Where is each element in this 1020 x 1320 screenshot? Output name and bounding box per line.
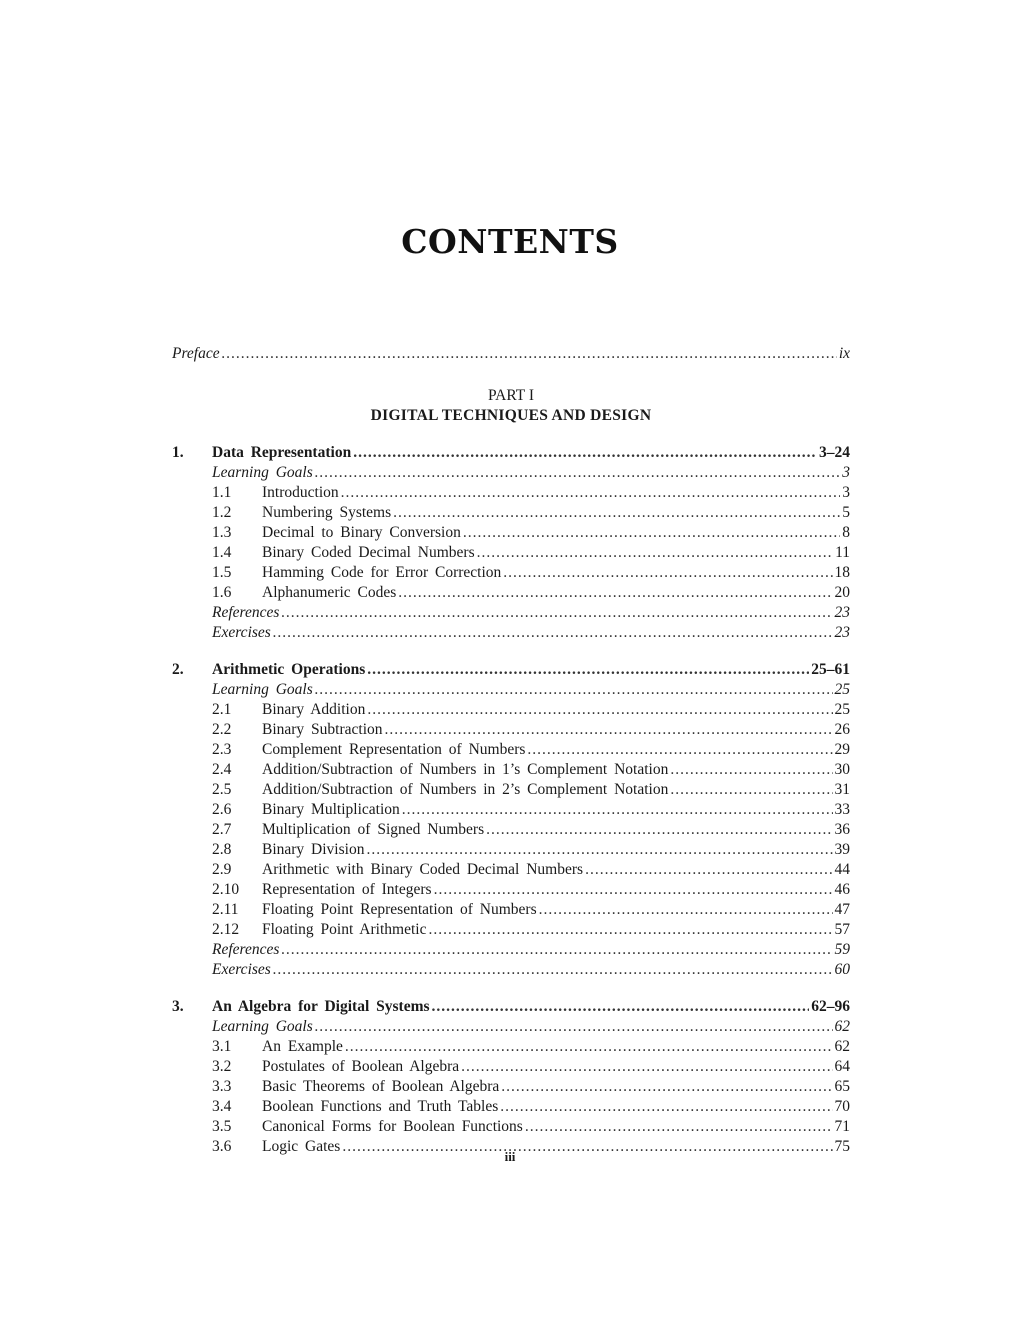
toc-entry[interactable] [212, 760, 850, 780]
section-page: 46 [834, 881, 850, 898]
dot-leader [402, 800, 833, 820]
dot-leader [500, 1097, 832, 1117]
section-number: 3.2 [212, 1058, 232, 1075]
chapter-pages: 3–24 [819, 444, 850, 461]
section-page: 64 [834, 1058, 850, 1075]
section-number: 1.5 [212, 564, 232, 581]
chapter-pages: 62–96 [811, 998, 850, 1015]
page-number: iii [504, 1149, 516, 1164]
section-title: Learning Goals [212, 464, 313, 481]
dot-leader [525, 1117, 833, 1137]
section-page: 3 [842, 464, 850, 481]
section-page: 62 [834, 1038, 850, 1055]
section-page: 57 [834, 921, 850, 938]
preface-entry[interactable] [172, 344, 850, 364]
dot-leader [315, 680, 833, 700]
preface-page: ix [838, 345, 850, 362]
dot-leader [670, 780, 832, 800]
section-page: 8 [842, 524, 850, 541]
section-title: Basic Theorems of Boolean Algebra [262, 1078, 500, 1095]
section-title: Binary Multiplication [262, 801, 400, 818]
section-title: Introduction [262, 484, 339, 501]
toc-entry[interactable] [212, 920, 850, 940]
dot-leader [461, 1057, 832, 1077]
toc-entry[interactable] [212, 940, 850, 960]
section-number: 1.1 [212, 484, 232, 501]
dot-leader [428, 920, 832, 940]
toc-entry[interactable] [212, 880, 850, 900]
toc-entry[interactable] [212, 503, 850, 523]
section-title: Binary Addition [262, 701, 366, 718]
section-number: 2.6 [212, 801, 232, 818]
dot-leader [367, 700, 832, 720]
dot-leader [501, 1077, 832, 1097]
dot-leader [503, 563, 832, 583]
section-number: 2.9 [212, 861, 232, 878]
toc-entry[interactable] [212, 740, 850, 760]
chapter-title: An Algebra for Digital Systems [212, 998, 430, 1015]
toc-entry[interactable] [212, 960, 850, 980]
dot-leader [281, 603, 832, 623]
section-number: 1.6 [212, 584, 232, 601]
section-page: 75 [834, 1138, 850, 1155]
toc-entry[interactable] [212, 1117, 850, 1137]
toc-entry[interactable] [212, 780, 850, 800]
section-title: Multiplication of Signed Numbers [262, 821, 485, 838]
dot-leader [315, 1017, 833, 1037]
section-title: Binary Subtraction [262, 721, 383, 738]
section-page: 26 [834, 721, 850, 738]
toc-entry[interactable] [212, 563, 850, 583]
table-of-contents [172, 344, 850, 1157]
section-list [172, 463, 850, 643]
dot-leader [670, 760, 832, 780]
toc-entry[interactable] [212, 900, 850, 920]
section-number: 1.4 [212, 544, 232, 561]
section-page: 70 [834, 1098, 850, 1115]
section-page: 39 [834, 841, 850, 858]
toc-entry[interactable] [212, 720, 850, 740]
section-title: Floating Point Representation of Numbers [262, 901, 537, 918]
dot-leader [385, 720, 833, 740]
section-title: References [212, 604, 280, 621]
part-title: DIGITAL TECHNIQUES AND DESIGN [370, 407, 652, 424]
dot-leader [367, 660, 809, 680]
section-page: 36 [834, 821, 850, 838]
dot-leader [486, 820, 832, 840]
chapter-number: 2. [172, 661, 184, 678]
section-title: Complement Representation of Numbers [262, 741, 526, 758]
toc-entry[interactable] [212, 800, 850, 820]
chapter-title: Data Representation [212, 444, 352, 461]
toc-entry[interactable] [212, 700, 850, 720]
section-title: Postulates of Boolean Algebra [262, 1058, 460, 1075]
dot-leader [345, 1037, 833, 1057]
section-page: 31 [834, 781, 850, 798]
section-page: 33 [834, 801, 850, 818]
toc-entry[interactable] [212, 463, 850, 483]
toc-entry[interactable] [212, 820, 850, 840]
dot-leader [432, 997, 810, 1017]
section-list [172, 1017, 850, 1157]
section-page: 3 [842, 484, 850, 501]
dot-leader [281, 940, 832, 960]
section-number: 2.7 [212, 821, 232, 838]
chapter-pages: 25–61 [811, 661, 850, 678]
section-page: 71 [834, 1118, 850, 1135]
section-number: 3.6 [212, 1138, 232, 1155]
toc-entry[interactable] [212, 860, 850, 880]
dot-leader [434, 880, 833, 900]
dot-leader [398, 583, 832, 603]
toc-entry[interactable] [212, 543, 850, 563]
section-number: 2.3 [212, 741, 232, 758]
section-page: 25 [834, 701, 850, 718]
section-number: 3.4 [212, 1098, 232, 1115]
section-page: 23 [834, 624, 850, 641]
section-title: Addition/Subtraction of Numbers in 1’s Complement Notation [262, 761, 669, 778]
section-page: 59 [834, 941, 850, 958]
section-number: 2.8 [212, 841, 232, 858]
toc-entry[interactable] [212, 1097, 850, 1117]
dot-leader [393, 503, 840, 523]
toc-entry[interactable] [212, 523, 850, 543]
section-title: Canonical Forms for Boolean Functions [262, 1118, 523, 1135]
toc-entry[interactable] [212, 840, 850, 860]
section-title: Floating Point Arithmetic [262, 921, 427, 938]
section-title: Learning Goals [212, 1018, 313, 1035]
section-number: 2.11 [212, 901, 239, 918]
section-number: 2.10 [212, 881, 240, 898]
section-title: Addition/Subtraction of Numbers in 2’s Complement Notation [262, 781, 669, 798]
section-number: 3.1 [212, 1038, 232, 1055]
section-page: 30 [834, 761, 850, 778]
chapter-heading[interactable] [172, 660, 850, 680]
part-heading [172, 386, 850, 426]
section-title: Binary Coded Decimal Numbers [262, 544, 475, 561]
toc-entry[interactable] [212, 1077, 850, 1097]
section-number: 1.3 [212, 524, 232, 541]
dot-leader [222, 344, 837, 364]
chapter-heading[interactable] [172, 997, 850, 1017]
section-number: 2.4 [212, 761, 232, 778]
preface-label: Preface [172, 345, 220, 362]
toc-entry[interactable] [212, 680, 850, 700]
section-number: 1.2 [212, 504, 232, 521]
chapter-3 [172, 997, 850, 1157]
chapter-title: Arithmetic Operations [212, 661, 366, 678]
chapter-heading[interactable] [172, 443, 850, 463]
section-title: Exercises [212, 624, 271, 641]
toc-entry[interactable] [212, 583, 850, 603]
section-number: 2.12 [212, 921, 240, 938]
page-title: CONTENTS [401, 222, 619, 261]
dot-leader [539, 900, 833, 920]
dot-leader [463, 523, 840, 543]
section-list [172, 680, 850, 980]
section-page: 47 [834, 901, 850, 918]
section-title: Boolean Functions and Truth Tables [262, 1098, 499, 1115]
section-number: 2.1 [212, 701, 232, 718]
toc-entry[interactable] [212, 1057, 850, 1077]
section-page: 62 [834, 1018, 850, 1035]
section-page: 23 [834, 604, 850, 621]
chapter-number: 1. [172, 444, 184, 461]
chapter-2 [172, 660, 850, 980]
dot-leader [527, 740, 832, 760]
toc-entry[interactable] [212, 483, 850, 503]
dot-leader [353, 443, 817, 463]
chapter-number: 3. [172, 998, 184, 1015]
chapter-list [172, 443, 850, 1157]
section-page: 5 [842, 504, 850, 521]
section-title: Alphanumeric Codes [262, 584, 397, 601]
section-title: Arithmetic with Binary Coded Decimal Numbers [262, 861, 584, 878]
section-page: 60 [834, 961, 850, 978]
dot-leader [585, 860, 832, 880]
toc-entry[interactable] [212, 603, 850, 623]
dot-leader [366, 840, 832, 860]
section-title: Numbering Systems [262, 504, 392, 521]
section-title: Logic Gates [262, 1138, 341, 1155]
section-page: 44 [834, 861, 850, 878]
section-title: References [212, 941, 280, 958]
section-title: An Example [262, 1038, 343, 1055]
toc-entry[interactable] [212, 1017, 850, 1037]
dot-leader [341, 483, 841, 503]
section-page: 65 [834, 1078, 850, 1095]
dot-leader [273, 960, 833, 980]
section-page: 20 [834, 584, 850, 601]
dot-leader [315, 463, 841, 483]
section-title: Decimal to Binary Conversion [262, 524, 461, 541]
section-number: 2.2 [212, 721, 232, 738]
toc-entry[interactable] [212, 623, 850, 643]
section-title: Binary Division [262, 841, 365, 858]
part-label: PART I [487, 387, 535, 404]
chapter-1 [172, 443, 850, 643]
toc-entry[interactable] [212, 1037, 850, 1057]
section-number: 2.5 [212, 781, 232, 798]
dot-leader [273, 623, 833, 643]
section-number: 3.3 [212, 1078, 232, 1095]
section-title: Learning Goals [212, 681, 313, 698]
section-page: 11 [835, 544, 850, 561]
section-number: 3.5 [212, 1118, 232, 1135]
section-title: Hamming Code for Error Correction [262, 564, 502, 581]
section-title: Exercises [212, 961, 271, 978]
section-title: Representation of Integers [262, 881, 432, 898]
section-page: 25 [834, 681, 850, 698]
section-page: 29 [834, 741, 850, 758]
section-page: 18 [834, 564, 850, 581]
dot-leader [477, 543, 833, 563]
